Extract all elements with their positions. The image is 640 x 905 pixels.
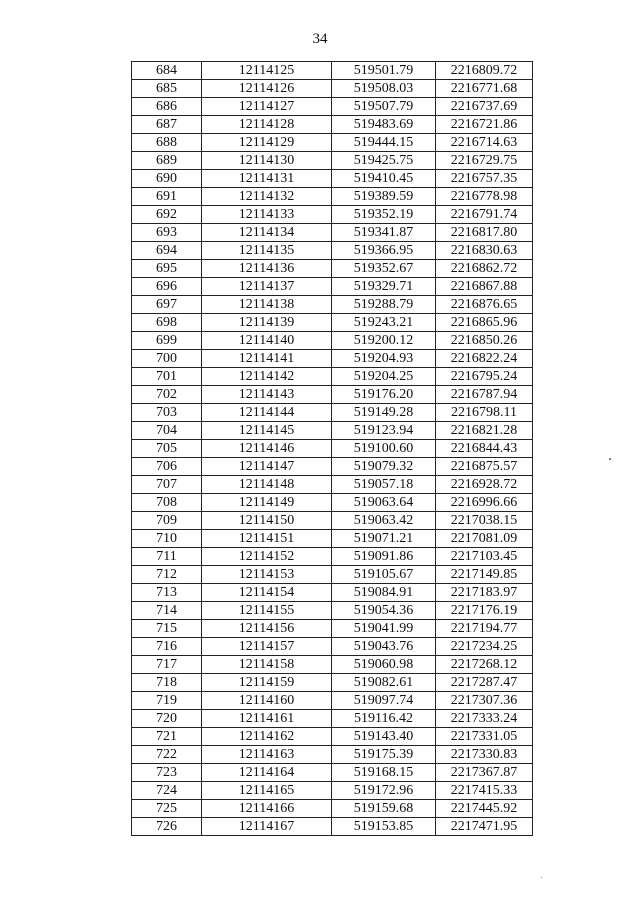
table-row	[132, 566, 533, 584]
point-id-cell: 12114161	[202, 710, 332, 728]
x-coordinate-cell: 519204.93	[332, 350, 436, 368]
y-coordinate-cell: 2217367.87	[436, 764, 533, 782]
y-coordinate-cell: 2216798.11	[436, 404, 533, 422]
point-id-cell: 12114163	[202, 746, 332, 764]
y-coordinate-cell: 2217415.33	[436, 782, 533, 800]
table-row	[132, 494, 533, 512]
scan-speck	[541, 877, 542, 878]
y-coordinate-cell: 2216996.66	[436, 494, 533, 512]
point-number-cell: 686	[132, 98, 202, 116]
table-row	[132, 80, 533, 98]
point-number-cell: 692	[132, 206, 202, 224]
table-row	[132, 404, 533, 422]
point-number-cell: 708	[132, 494, 202, 512]
y-coordinate-cell: 2216817.80	[436, 224, 533, 242]
point-id-cell: 12114140	[202, 332, 332, 350]
point-id-cell: 12114150	[202, 512, 332, 530]
table-row	[132, 206, 533, 224]
point-id-cell: 12114127	[202, 98, 332, 116]
point-number-cell: 726	[132, 818, 202, 836]
point-id-cell: 12114145	[202, 422, 332, 440]
point-number-cell: 704	[132, 422, 202, 440]
table-row	[132, 584, 533, 602]
x-coordinate-cell: 519060.98	[332, 656, 436, 674]
point-id-cell: 12114131	[202, 170, 332, 188]
x-coordinate-cell: 519341.87	[332, 224, 436, 242]
x-coordinate-cell: 519425.75	[332, 152, 436, 170]
page-number: 34	[312, 31, 328, 47]
y-coordinate-cell: 2216830.63	[436, 242, 533, 260]
y-coordinate-cell: 2216928.72	[436, 476, 533, 494]
x-coordinate-cell: 519097.74	[332, 692, 436, 710]
point-id-cell: 12114132	[202, 188, 332, 206]
table-row	[132, 530, 533, 548]
x-coordinate-cell: 519084.91	[332, 584, 436, 602]
x-coordinate-cell: 519149.28	[332, 404, 436, 422]
point-number-cell: 685	[132, 80, 202, 98]
x-coordinate-cell: 519168.15	[332, 764, 436, 782]
point-number-cell: 699	[132, 332, 202, 350]
point-number-cell: 716	[132, 638, 202, 656]
x-coordinate-cell: 519100.60	[332, 440, 436, 458]
point-number-cell: 696	[132, 278, 202, 296]
table-row	[132, 386, 533, 404]
y-coordinate-cell: 2216714.63	[436, 134, 533, 152]
table-row	[132, 242, 533, 260]
table-row	[132, 152, 533, 170]
table-row	[132, 314, 533, 332]
point-id-cell: 12114143	[202, 386, 332, 404]
table-row	[132, 422, 533, 440]
point-id-cell: 12114138	[202, 296, 332, 314]
y-coordinate-cell: 2216795.24	[436, 368, 533, 386]
table-row	[132, 620, 533, 638]
coordinates-table	[131, 61, 533, 836]
table-row	[132, 710, 533, 728]
table-row	[132, 458, 533, 476]
point-id-cell: 12114128	[202, 116, 332, 134]
x-coordinate-cell: 519116.42	[332, 710, 436, 728]
y-coordinate-cell: 2216865.96	[436, 314, 533, 332]
y-coordinate-cell: 2216850.26	[436, 332, 533, 350]
x-coordinate-cell: 519288.79	[332, 296, 436, 314]
table-row	[132, 656, 533, 674]
y-coordinate-cell: 2217081.09	[436, 530, 533, 548]
x-coordinate-cell: 519159.68	[332, 800, 436, 818]
point-number-cell: 694	[132, 242, 202, 260]
table-row	[132, 170, 533, 188]
table-row	[132, 692, 533, 710]
y-coordinate-cell: 2217103.45	[436, 548, 533, 566]
table-row	[132, 98, 533, 116]
point-id-cell: 12114167	[202, 818, 332, 836]
point-id-cell: 12114136	[202, 260, 332, 278]
y-coordinate-cell: 2217307.36	[436, 692, 533, 710]
x-coordinate-cell: 519123.94	[332, 422, 436, 440]
point-number-cell: 721	[132, 728, 202, 746]
point-number-cell: 691	[132, 188, 202, 206]
point-number-cell: 695	[132, 260, 202, 278]
point-id-cell: 12114135	[202, 242, 332, 260]
point-number-cell: 684	[132, 62, 202, 80]
x-coordinate-cell: 519389.59	[332, 188, 436, 206]
y-coordinate-cell: 2216721.86	[436, 116, 533, 134]
point-number-cell: 722	[132, 746, 202, 764]
y-coordinate-cell: 2217149.85	[436, 566, 533, 584]
point-number-cell: 717	[132, 656, 202, 674]
y-coordinate-cell: 2217183.97	[436, 584, 533, 602]
table-row	[132, 764, 533, 782]
point-number-cell: 715	[132, 620, 202, 638]
y-coordinate-cell: 2217330.83	[436, 746, 533, 764]
y-coordinate-cell: 2217331.05	[436, 728, 533, 746]
point-number-cell: 697	[132, 296, 202, 314]
y-coordinate-cell: 2217445.92	[436, 800, 533, 818]
x-coordinate-cell: 519444.15	[332, 134, 436, 152]
point-number-cell: 720	[132, 710, 202, 728]
table-row	[132, 296, 533, 314]
x-coordinate-cell: 519082.61	[332, 674, 436, 692]
y-coordinate-cell: 2217038.15	[436, 512, 533, 530]
point-id-cell: 12114146	[202, 440, 332, 458]
y-coordinate-cell: 2217234.25	[436, 638, 533, 656]
x-coordinate-cell: 519507.79	[332, 98, 436, 116]
x-coordinate-cell: 519071.21	[332, 530, 436, 548]
x-coordinate-cell: 519091.86	[332, 548, 436, 566]
x-coordinate-cell: 519204.25	[332, 368, 436, 386]
y-coordinate-cell: 2216771.68	[436, 80, 533, 98]
y-coordinate-cell: 2216822.24	[436, 350, 533, 368]
point-id-cell: 12114126	[202, 80, 332, 98]
point-number-cell: 705	[132, 440, 202, 458]
x-coordinate-cell: 519063.42	[332, 512, 436, 530]
table-row	[132, 278, 533, 296]
x-coordinate-cell: 519079.32	[332, 458, 436, 476]
point-number-cell: 693	[132, 224, 202, 242]
table-row	[132, 440, 533, 458]
point-id-cell: 12114162	[202, 728, 332, 746]
table-row	[132, 674, 533, 692]
y-coordinate-cell: 2216876.65	[436, 296, 533, 314]
x-coordinate-cell: 519243.21	[332, 314, 436, 332]
point-id-cell: 12114155	[202, 602, 332, 620]
point-id-cell: 12114165	[202, 782, 332, 800]
table-row	[132, 548, 533, 566]
x-coordinate-cell: 519143.40	[332, 728, 436, 746]
point-number-cell: 688	[132, 134, 202, 152]
table-row	[132, 188, 533, 206]
point-number-cell: 710	[132, 530, 202, 548]
point-number-cell: 724	[132, 782, 202, 800]
table-row	[132, 800, 533, 818]
point-id-cell: 12114125	[202, 62, 332, 80]
point-id-cell: 12114166	[202, 800, 332, 818]
y-coordinate-cell: 2216844.43	[436, 440, 533, 458]
point-number-cell: 703	[132, 404, 202, 422]
table-row	[132, 260, 533, 278]
y-coordinate-cell: 2216757.35	[436, 170, 533, 188]
point-id-cell: 12114149	[202, 494, 332, 512]
table-row	[132, 512, 533, 530]
y-coordinate-cell: 2216875.57	[436, 458, 533, 476]
point-number-cell: 714	[132, 602, 202, 620]
table-row	[132, 728, 533, 746]
table-row	[132, 224, 533, 242]
x-coordinate-cell: 519508.03	[332, 80, 436, 98]
table-row	[132, 638, 533, 656]
x-coordinate-cell: 519172.96	[332, 782, 436, 800]
y-coordinate-cell: 2216862.72	[436, 260, 533, 278]
point-number-cell: 700	[132, 350, 202, 368]
point-number-cell: 707	[132, 476, 202, 494]
y-coordinate-cell: 2216809.72	[436, 62, 533, 80]
point-number-cell: 689	[132, 152, 202, 170]
y-coordinate-cell: 2217194.77	[436, 620, 533, 638]
x-coordinate-cell: 519043.76	[332, 638, 436, 656]
table-row	[132, 116, 533, 134]
y-coordinate-cell: 2216729.75	[436, 152, 533, 170]
y-coordinate-cell: 2216737.69	[436, 98, 533, 116]
x-coordinate-cell: 519329.71	[332, 278, 436, 296]
table-row	[132, 134, 533, 152]
y-coordinate-cell: 2216791.74	[436, 206, 533, 224]
table-row	[132, 62, 533, 80]
x-coordinate-cell: 519176.20	[332, 386, 436, 404]
point-number-cell: 713	[132, 584, 202, 602]
point-id-cell: 12114158	[202, 656, 332, 674]
y-coordinate-cell: 2216821.28	[436, 422, 533, 440]
x-coordinate-cell: 519501.79	[332, 62, 436, 80]
table-row	[132, 818, 533, 836]
point-id-cell: 12114129	[202, 134, 332, 152]
y-coordinate-cell: 2217287.47	[436, 674, 533, 692]
x-coordinate-cell: 519105.67	[332, 566, 436, 584]
y-coordinate-cell: 2217333.24	[436, 710, 533, 728]
x-coordinate-cell: 519200.12	[332, 332, 436, 350]
point-number-cell: 725	[132, 800, 202, 818]
y-coordinate-cell: 2217268.12	[436, 656, 533, 674]
table-row	[132, 746, 533, 764]
point-number-cell: 719	[132, 692, 202, 710]
point-id-cell: 12114139	[202, 314, 332, 332]
point-id-cell: 12114133	[202, 206, 332, 224]
point-number-cell: 718	[132, 674, 202, 692]
point-id-cell: 12114153	[202, 566, 332, 584]
x-coordinate-cell: 519041.99	[332, 620, 436, 638]
point-id-cell: 12114164	[202, 764, 332, 782]
point-id-cell: 12114157	[202, 638, 332, 656]
point-number-cell: 687	[132, 116, 202, 134]
x-coordinate-cell: 519366.95	[332, 242, 436, 260]
point-id-cell: 12114159	[202, 674, 332, 692]
point-number-cell: 701	[132, 368, 202, 386]
point-number-cell: 723	[132, 764, 202, 782]
x-coordinate-cell: 519063.64	[332, 494, 436, 512]
y-coordinate-cell: 2217471.95	[436, 818, 533, 836]
point-id-cell: 12114147	[202, 458, 332, 476]
point-number-cell: 690	[132, 170, 202, 188]
x-coordinate-cell: 519175.39	[332, 746, 436, 764]
table-row	[132, 368, 533, 386]
point-id-cell: 12114130	[202, 152, 332, 170]
point-id-cell: 12114144	[202, 404, 332, 422]
point-id-cell: 12114156	[202, 620, 332, 638]
x-coordinate-cell: 519054.36	[332, 602, 436, 620]
y-coordinate-cell: 2216787.94	[436, 386, 533, 404]
y-coordinate-cell: 2217176.19	[436, 602, 533, 620]
x-coordinate-cell: 519153.85	[332, 818, 436, 836]
coordinates-table-body	[132, 62, 533, 836]
point-id-cell: 12114137	[202, 278, 332, 296]
point-number-cell: 711	[132, 548, 202, 566]
point-number-cell: 709	[132, 512, 202, 530]
x-coordinate-cell: 519410.45	[332, 170, 436, 188]
point-id-cell: 12114151	[202, 530, 332, 548]
point-number-cell: 712	[132, 566, 202, 584]
x-coordinate-cell: 519352.67	[332, 260, 436, 278]
point-id-cell: 12114141	[202, 350, 332, 368]
point-id-cell: 12114148	[202, 476, 332, 494]
point-id-cell: 12114160	[202, 692, 332, 710]
point-id-cell: 12114154	[202, 584, 332, 602]
point-id-cell: 12114134	[202, 224, 332, 242]
y-coordinate-cell: 2216778.98	[436, 188, 533, 206]
point-number-cell: 698	[132, 314, 202, 332]
x-coordinate-cell: 519483.69	[332, 116, 436, 134]
table-row	[132, 602, 533, 620]
point-number-cell: 702	[132, 386, 202, 404]
point-id-cell: 12114152	[202, 548, 332, 566]
point-id-cell: 12114142	[202, 368, 332, 386]
table-row	[132, 476, 533, 494]
x-coordinate-cell: 519352.19	[332, 206, 436, 224]
y-coordinate-cell: 2216867.88	[436, 278, 533, 296]
x-coordinate-cell: 519057.18	[332, 476, 436, 494]
scan-speck	[609, 458, 611, 460]
table-row	[132, 782, 533, 800]
table-row	[132, 350, 533, 368]
table-row	[132, 332, 533, 350]
point-number-cell: 706	[132, 458, 202, 476]
